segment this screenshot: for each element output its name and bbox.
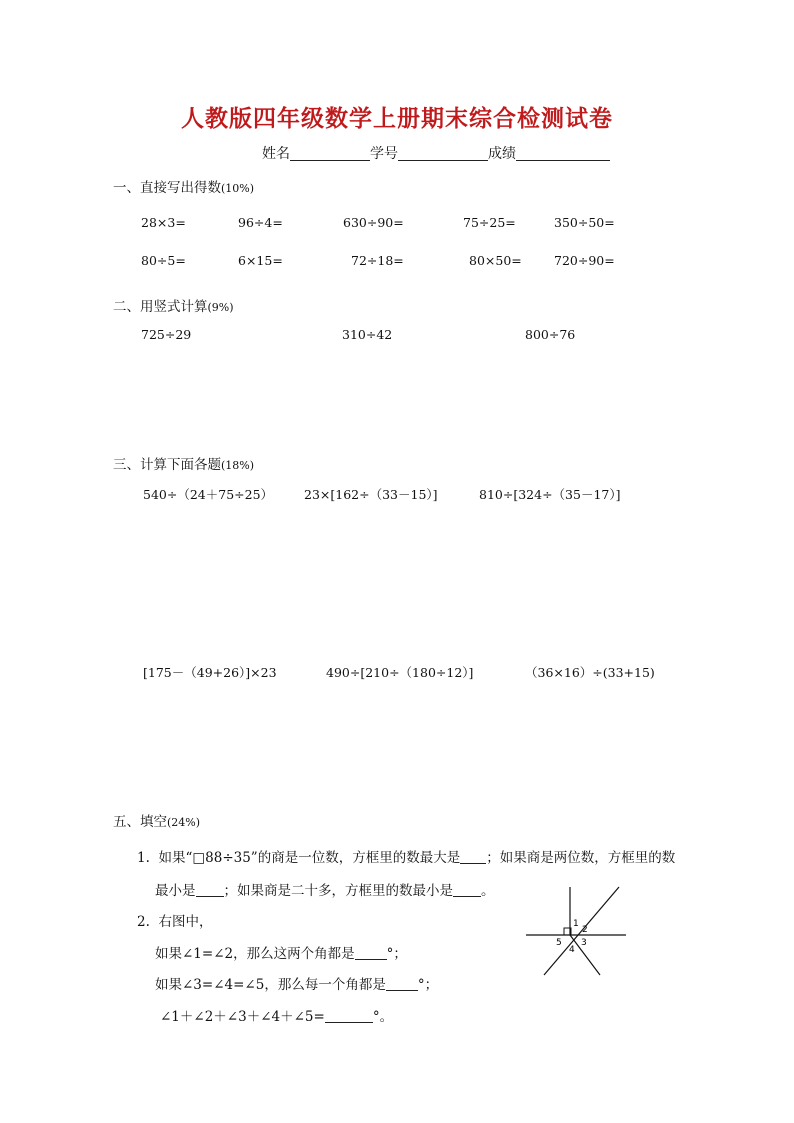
oral-problem: 80×50=: [469, 253, 522, 268]
vertical-calc-problem: 725÷29: [141, 327, 192, 342]
compute-problem: 490÷[210÷（180÷12）]: [326, 665, 474, 680]
angle-label: 3: [581, 938, 587, 948]
compute-problem: 23×[162÷（33－15）]: [304, 487, 438, 502]
id-label: 学号: [370, 146, 398, 162]
compute-problem: 810÷[324÷（35－17）]: [479, 487, 621, 502]
name-label: 姓名: [262, 146, 290, 162]
angle-label: 1: [573, 919, 579, 929]
section-1-heading: 一、直接写出得数(10%): [113, 180, 255, 196]
vertical-calc-problem: 310÷42: [342, 327, 393, 342]
angle-figure: [520, 884, 630, 979]
section-3-heading: 三、计算下面各题(18%): [113, 457, 255, 473]
section-5-heading: 五、填空(24%): [113, 814, 201, 830]
id-blank[interactable]: [398, 146, 488, 161]
oral-problem: 80÷5=: [141, 253, 186, 268]
answer-blank[interactable]: [355, 946, 387, 960]
angle-label: 5: [556, 938, 562, 948]
name-blank[interactable]: [290, 146, 370, 161]
compute-problem: 540÷（24＋75÷25）: [143, 487, 274, 502]
answer-blank[interactable]: [196, 883, 224, 897]
oral-problem: 72÷18=: [351, 253, 404, 268]
answer-blank[interactable]: [386, 977, 418, 991]
page-title: 人教版四年级数学上册期末综合检测试卷: [181, 105, 613, 132]
compute-problem: [175－（49+26）]×23: [143, 665, 277, 680]
oral-problem: 350÷50=: [554, 215, 615, 230]
oral-problem: 28×3=: [141, 215, 186, 230]
angle-label: 2: [582, 925, 588, 935]
fill-question-2-intro: 2. 右图中，: [137, 914, 213, 930]
oral-problem: 720÷90=: [554, 253, 615, 268]
oral-problem: 6×15=: [238, 253, 283, 268]
score-blank[interactable]: [516, 146, 610, 161]
oral-problem: 630÷90=: [343, 215, 404, 230]
vertical-calc-problem: 800÷76: [525, 327, 576, 342]
answer-blank[interactable]: [325, 1009, 373, 1023]
score-label: 成绩: [488, 146, 516, 162]
angle-label: 4: [569, 945, 575, 955]
fill-question-1-line-1: 1. 如果“□88÷35”的商是一位数，方框里的数最大是 ；如果商是两位数，方框里的数: [137, 850, 676, 866]
fill-question-2-line-2: 如果∠3=∠4=∠5，那么每一个角都是 °；: [155, 977, 439, 993]
answer-blank[interactable]: [460, 850, 486, 864]
compute-problem: （36×16）÷(33+15): [525, 665, 655, 680]
oral-problem: 96÷4=: [238, 215, 283, 230]
section-2-heading: 二、用竖式计算(9%): [113, 299, 234, 315]
fill-question-2-line-3: ∠1＋∠2＋∠3＋∠4＋∠5= °。: [160, 1009, 394, 1025]
oral-problem: 75÷25=: [463, 215, 516, 230]
student-info-line: [262, 143, 610, 163]
fill-question-2-line-1: 如果∠1=∠2，那么这两个角都是 °；: [155, 946, 407, 962]
fill-question-1-line-2: 最小是 ；如果商是二十多，方框里的数最小是 。: [155, 883, 495, 899]
answer-blank[interactable]: [453, 883, 481, 897]
